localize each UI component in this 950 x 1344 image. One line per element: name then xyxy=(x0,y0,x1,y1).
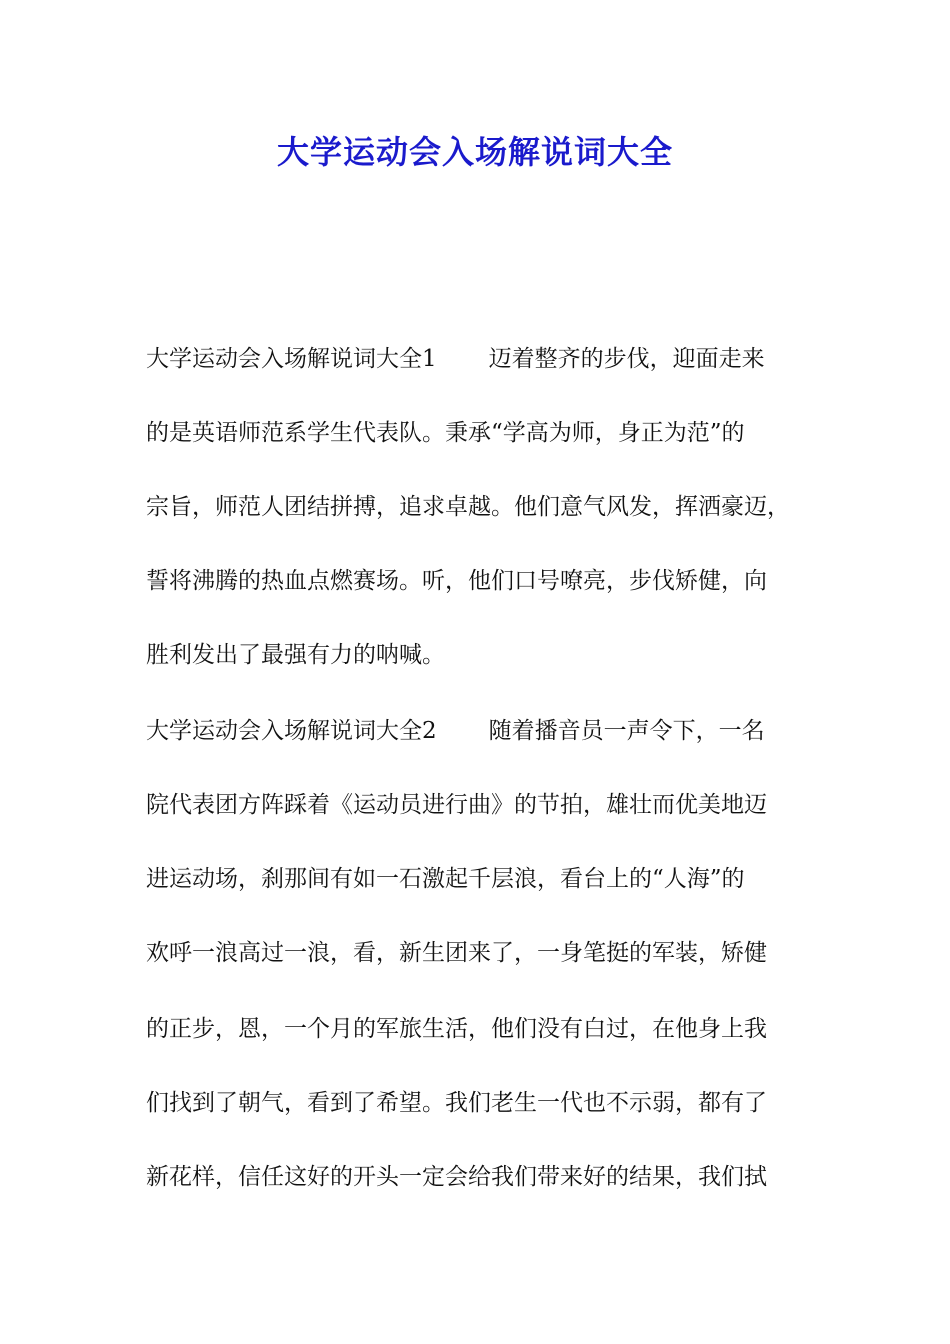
section-heading: 大学运动会入场解说词大全1 xyxy=(146,346,437,372)
text-line xyxy=(146,936,826,970)
text-line xyxy=(146,1086,826,1120)
line-text: 随着播音员一声令下，一名 xyxy=(488,718,765,744)
line-text: 宗旨，师范人团结拼搏，追求卓越。他们意气风发，挥洒豪迈， xyxy=(146,494,790,520)
text-line xyxy=(146,1012,826,1046)
line-text: 胜利发出了最强有力的呐喊。 xyxy=(146,642,445,668)
text-line xyxy=(146,714,826,748)
line-text: 迈着整齐的步伐，迎面走来 xyxy=(488,346,765,372)
text-line xyxy=(146,490,826,524)
line-text: 进运动场，刹那间有如一石激起千层浪，看台上的“人海”的 xyxy=(146,866,745,892)
text-line xyxy=(146,788,826,822)
line-text: 的是英语师范系学生代表队。秉承“学高为师，身正为范”的 xyxy=(146,420,745,446)
document-title: 大学运动会入场解说词大全 xyxy=(276,133,673,171)
text-line xyxy=(146,862,826,896)
line-text: 们找到了朝气，看到了希望。我们老生一代也不示弱，都有了 xyxy=(146,1090,767,1116)
text-line xyxy=(146,416,826,450)
line-text: 院代表团方阵踩着《运动员进行曲》的节拍，雄壮而优美地迈 xyxy=(146,792,767,818)
line-text: 新花样，信任这好的开头一定会给我们带来好的结果，我们拭 xyxy=(146,1164,767,1190)
text-line xyxy=(146,564,826,598)
text-line xyxy=(146,638,826,672)
section-heading: 大学运动会入场解说词大全2 xyxy=(146,718,437,744)
line-text: 誓将沸腾的热血点燃赛场。听，他们口号嘹亮，步伐矫健，向 xyxy=(146,568,767,594)
line-text: 欢呼一浪高过一浪，看，新生团来了，一身笔挺的军装，矫健 xyxy=(146,940,767,966)
line-text: 的正步，恩，一个月的军旅生活，他们没有白过，在他身上我 xyxy=(146,1016,767,1042)
text-line xyxy=(146,342,826,376)
text-line xyxy=(146,1160,826,1194)
